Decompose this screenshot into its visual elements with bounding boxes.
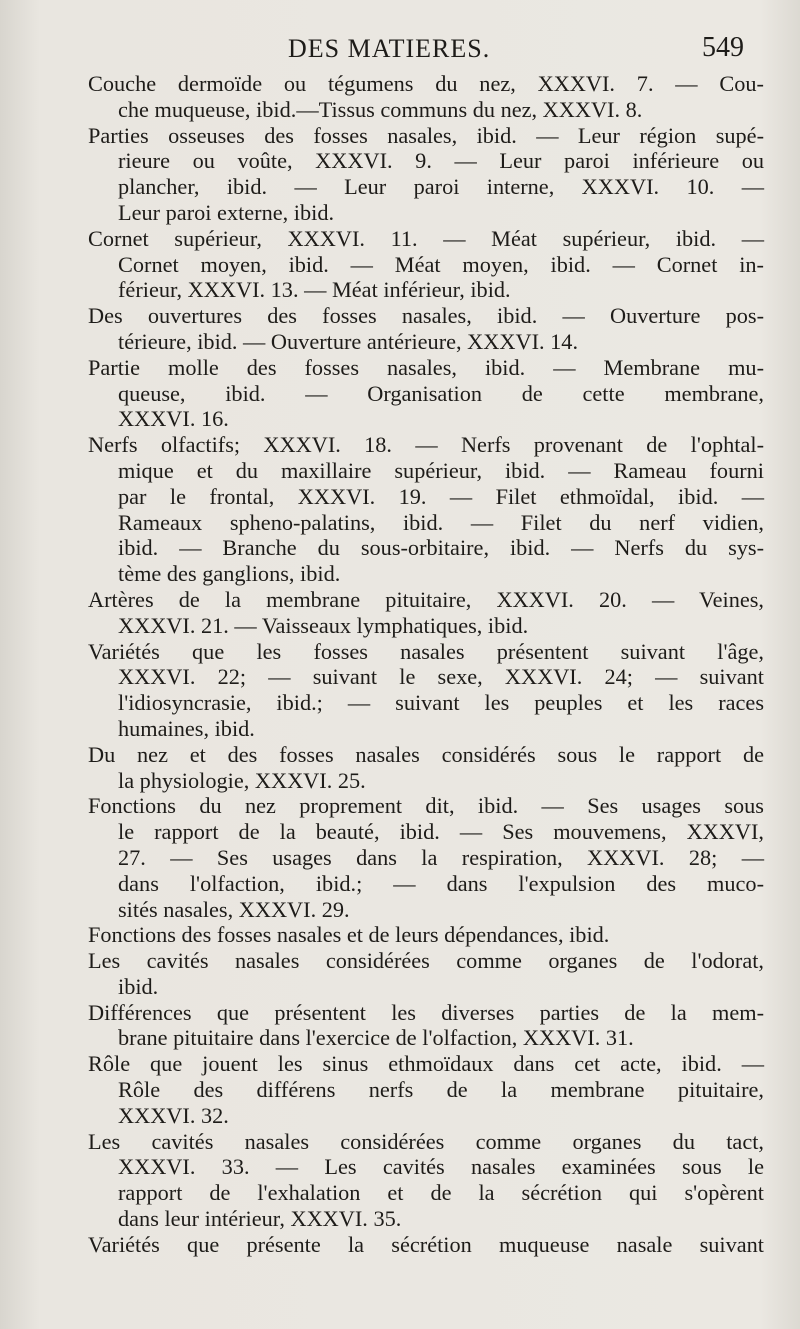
index-entry	[88, 1232, 764, 1258]
entry-line: Des ouvertures des fosses nasales, ibid. — Ouverture pos-	[88, 303, 764, 329]
index-entry	[88, 71, 764, 123]
entry-line: Variétés que présente la sécrétion muqueuse nasale suivant	[88, 1231, 764, 1257]
page-header	[0, 30, 800, 70]
entry-line: Rôle que jouent les sinus ethmoïdaux dans cet acte, ibid. —	[88, 1051, 764, 1077]
entry-line: Cornet moyen, ibid. — Méat moyen, ibid. — Cornet in-	[118, 251, 764, 277]
entry-line: Nerfs olfactifs; XXXVI. 18. — Nerfs provenant de l'ophtal-	[88, 432, 764, 458]
entry-line: Artères de la membrane pituitaire, XXXVI. 20. — Veines,	[88, 586, 764, 612]
running-title: DES MATIERES.	[288, 34, 491, 63]
entry-line: Du nez et des fosses nasales considérés sous le rapport de	[88, 741, 764, 767]
entry-line: queuse, ibid. — Organisation de cette membrane,	[118, 380, 764, 406]
index-entry	[88, 123, 764, 226]
entry-line: Cornet supérieur, XXXVI. 11. — Méat supérieur, ibid. —	[88, 225, 764, 251]
entry-line: la physiologie, XXXVI. 25.	[118, 767, 366, 793]
entry-line: Fonctions du nez proprement dit, ibid. — Ses usages sous	[88, 793, 764, 819]
entry-line: mique et du maxillaire supérieur, ibid. — Rameau fourni	[118, 457, 764, 483]
entry-line: rieure ou voûte, XXXVI. 9. — Leur paroi inférieure ou	[118, 148, 764, 174]
entry-line: plancher, ibid. — Leur paroi interne, XXXVI. 10. —	[118, 174, 764, 200]
entry-line: Fonctions des fosses nasales et de leurs dépendances, ibid.	[88, 922, 610, 948]
index-entry	[88, 432, 764, 587]
entry-line: XXXVI. 21. — Vaisseaux lymphatiques, ibid.	[118, 612, 529, 638]
entry-line: dans leur intérieur, XXXVI. 35.	[118, 1206, 402, 1232]
entry-line: térieure, ibid. — Ouverture antérieure, XXXVI. 14.	[118, 328, 579, 354]
entry-line: Les cavités nasales considérées comme organes de l'odorat,	[88, 948, 764, 974]
entry-line: sités nasales, XXXVI. 29.	[118, 896, 350, 922]
entry-line: Parties osseuses des fosses nasales, ibid. — Leur région supé-	[88, 122, 764, 148]
entry-line: dans l'olfaction, ibid.; — dans l'expulsion des muco-	[118, 870, 764, 896]
entry-line: ibid. — Branche du sous-orbitaire, ibid. — Nerfs du sys-	[118, 535, 764, 561]
entry-line: tème des ganglions, ibid.	[118, 561, 341, 587]
entry-line: Les cavités nasales considérées comme organes du tact,	[88, 1128, 764, 1154]
entry-line: rapport de l'exhalation et de la sécrétion qui s'opèrent	[118, 1180, 764, 1206]
page-number: 549	[702, 32, 744, 63]
index-entry	[88, 1051, 764, 1128]
entry-line: férieur, XXXVI. 13. — Méat inférieur, ibid.	[118, 277, 511, 303]
entry-line: Variétés que les fosses nasales présentent suivant l'âge,	[88, 638, 764, 664]
entry-line: XXXVI. 22; — suivant le sexe, XXXVI. 24; — suivant	[118, 664, 764, 690]
entry-line: Leur paroi externe, ibid.	[118, 199, 335, 225]
index-entry	[88, 742, 764, 794]
index-entries	[88, 71, 764, 1258]
index-entry	[88, 303, 764, 355]
index-entry	[88, 1000, 764, 1052]
entry-line: che muqueuse, ibid.—Tissus communs du nez, XXXVI. 8.	[118, 96, 643, 122]
index-entry	[88, 639, 764, 742]
entry-line: Rameaux spheno-palatins, ibid. — Filet du nerf vidien,	[118, 509, 764, 535]
entry-line: Différences que présentent les diverses parties de la mem-	[88, 999, 764, 1025]
index-entry	[88, 922, 764, 948]
index-entry	[88, 1129, 764, 1232]
entry-line: Rôle des différens nerfs de la membrane pituitaire,	[118, 1077, 764, 1103]
entry-line: XXXVI. 16.	[118, 406, 229, 432]
entry-line: l'idiosyncrasie, ibid.; — suivant les peuples et les races	[118, 690, 764, 716]
entry-line: brane pituitaire dans l'exercice de l'olfaction, XXXVI. 31.	[118, 1025, 634, 1051]
index-entry	[88, 355, 764, 432]
entry-line: par le frontal, XXXVI. 19. — Filet ethmoïdal, ibid. —	[118, 483, 764, 509]
entry-line: le rapport de la beauté, ibid. — Ses mouvemens, XXXVI,	[118, 819, 764, 845]
entry-line: ibid.	[118, 973, 159, 999]
entry-line: humaines, ibid.	[118, 715, 255, 741]
entry-line: XXXVI. 32.	[118, 1102, 229, 1128]
index-entry	[88, 948, 764, 1000]
entry-line: Partie molle des fosses nasales, ibid. — Membrane mu-	[88, 354, 764, 380]
entry-line: XXXVI. 33. — Les cavités nasales examinées sous le	[118, 1154, 764, 1180]
entry-line: 27. — Ses usages dans la respiration, XXXVI. 28; —	[118, 844, 764, 870]
index-entry	[88, 226, 764, 303]
index-entry	[88, 793, 764, 922]
entry-line: Couche dermoïde ou tégumens du nez, XXXVI. 7. — Cou-	[88, 71, 764, 96]
index-entry	[88, 587, 764, 639]
